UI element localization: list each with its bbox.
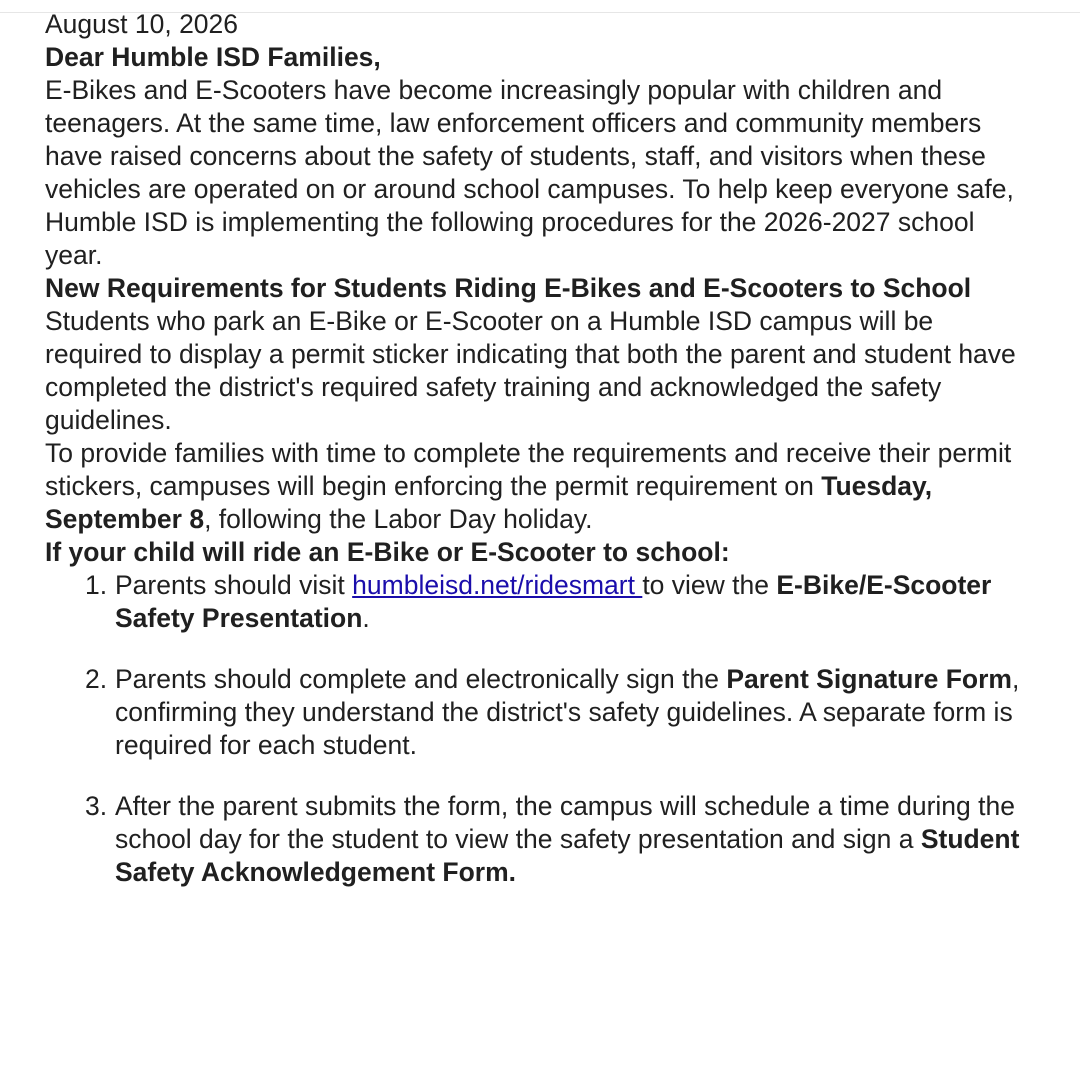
enforcement-text-pre: To provide families with time to complete the requirements and receive their permit stickers, campuses will begin enforcing the permit requirement on — [45, 438, 1012, 501]
requirements-section — [45, 272, 1035, 437]
step-number: 2. — [85, 664, 108, 694]
step-text: After the parent submits the form, the campus will schedule a time during the school day for the student to view the safety presentation and sign a — [115, 791, 1015, 854]
letter-document — [45, 8, 1035, 917]
list-item — [85, 569, 1035, 635]
section-heading: New Requirements for Students Riding E-Bikes and E-Scooters to School — [45, 273, 972, 303]
list-item — [85, 790, 1035, 889]
step-text: to view the — [642, 570, 777, 600]
enforcement-paragraph — [45, 437, 1035, 536]
steps-list — [45, 569, 1035, 889]
list-item — [85, 663, 1035, 762]
enforcement-date: Tuesday, September 8 — [45, 471, 933, 534]
step-text: , confirming they understand the district's safety guidelines. A separate form is required for each student. — [115, 664, 1020, 760]
section-body: Students who park an E-Bike or E-Scooter on a Humble ISD campus will be required to display a permit sticker indicating that both the parent and student have completed the district's required safety training and acknowledged the safety guidelines. — [45, 306, 1016, 435]
step-emphasis: E-Bike/E-Scooter Safety Presentation — [115, 570, 992, 633]
letter-date: August 10, 2026 — [45, 9, 239, 39]
step-text: Parents should complete and electronically sign the — [115, 664, 727, 694]
intro-paragraph: E-Bikes and E-Scooters have become increasingly popular with children and teenagers. At the same time, law enforcement officers and community members have raised concerns about the safety of students, staff, and visitors when these vehicles are operated on or around school campuses. To help keep everyone safe, Humble ISD is implementing the following procedures for the 2026-2027 school year. — [45, 75, 1014, 270]
step-text: Parents should visit — [115, 570, 353, 600]
step-emphasis: Student Safety Acknowledgement Form. — [115, 824, 1020, 887]
steps-heading: If your child will ride an E-Bike or E-Scooter to school: — [45, 537, 730, 567]
salutation: Dear Humble ISD Families, — [45, 42, 381, 72]
step-emphasis: Parent Signature Form — [726, 664, 1012, 694]
ridesmart-link[interactable]: humbleisd.net/ridesmart — [352, 570, 643, 600]
enforcement-text-post: , following the Labor Day holiday. — [204, 504, 593, 534]
step-number: 3. — [85, 791, 108, 821]
step-number: 1. — [85, 570, 108, 600]
step-text: . — [362, 603, 370, 633]
